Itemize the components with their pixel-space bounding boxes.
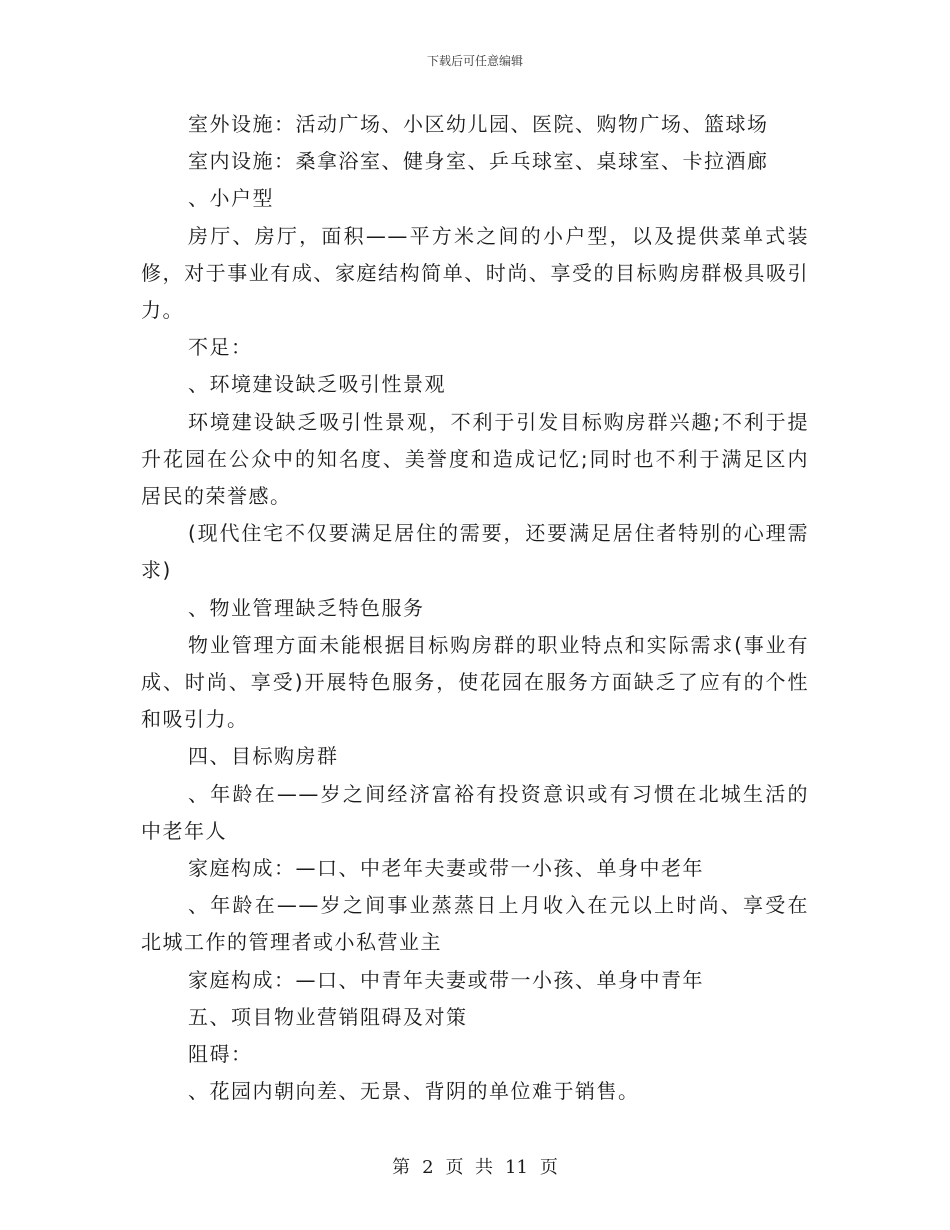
heading-small-units: 、小户型 bbox=[188, 186, 274, 211]
footer-suffix: 页 bbox=[539, 1157, 558, 1178]
paragraph-family-elderly: 家庭构成：—口、中老年夫妻或带一小孩、单身中老年 bbox=[188, 856, 704, 881]
paragraph-target-elderly: 、年龄在——岁之间经济富裕有投资意识或有习惯在北城生活的中老年人 bbox=[141, 781, 809, 843]
footer-prefix: 第 bbox=[392, 1157, 411, 1178]
paragraph-indoor-facilities: 室内设施：桑拿浴室、健身室、乒乓球室、桌球室、卡拉酒廊 bbox=[188, 149, 769, 174]
heading-target-buyers: 四、目标购房群 bbox=[188, 744, 339, 769]
paragraph-housing-needs: (现代住宅不仅要满足居住的需要，还要满足居住者特别的心理需求) bbox=[141, 521, 809, 583]
paragraph-small-units: 房厅、房厅，面积——平方米之间的小户型，以及提供菜单式装修，对于事业有成、家庭结构简单、时尚、享受的目标购房群极具吸引力。 bbox=[141, 223, 809, 323]
page-footer bbox=[0, 1153, 950, 1179]
paragraph-obstacle-units: 、花园内朝向差、无景、背阴的单位难于销售。 bbox=[188, 1079, 640, 1104]
document-body bbox=[141, 106, 809, 1110]
paragraph-family-young: 家庭构成：—口、中青年夫妻或带一小孩、单身中青年 bbox=[188, 967, 704, 992]
footer-page-number: 2 bbox=[422, 1157, 434, 1178]
heading-environment: 、环境建设缺乏吸引性景观 bbox=[188, 372, 446, 397]
paragraph-target-young: 、年龄在——岁之间事业蒸蒸日上月收入在元以上时尚、享受在北城工作的管理者或小私营业主 bbox=[141, 893, 809, 955]
paragraph-environment: 环境建设缺乏吸引性景观，不利于引发目标购房群兴趣;不利于提升花园在公众中的知名度、美誉度和造成记忆;同时也不利于满足区内居民的荣誉感。 bbox=[141, 409, 809, 509]
footer-total-pages: 11 bbox=[505, 1157, 528, 1178]
heading-obstacles: 阻碍： bbox=[188, 1042, 253, 1067]
heading-marketing-obstacles: 五、项目物业营销阻碍及对策 bbox=[188, 1004, 468, 1029]
paragraph-property-management: 物业管理方面未能根据目标购房群的职业特点和实际需求(事业有成、时尚、享受)开展特色服务，使花园在服务方面缺乏了应有的个性和吸引力。 bbox=[141, 632, 809, 732]
footer-middle: 页 共 bbox=[445, 1157, 493, 1178]
page-header: 下载后可任意编辑 bbox=[426, 54, 523, 68]
paragraph-outdoor-facilities: 室外设施：活动广场、小区幼儿园、医院、购物广场、篮球场 bbox=[188, 112, 769, 136]
heading-property-management: 、物业管理缺乏特色服务 bbox=[188, 595, 425, 620]
heading-shortcomings: 不足： bbox=[188, 335, 253, 360]
